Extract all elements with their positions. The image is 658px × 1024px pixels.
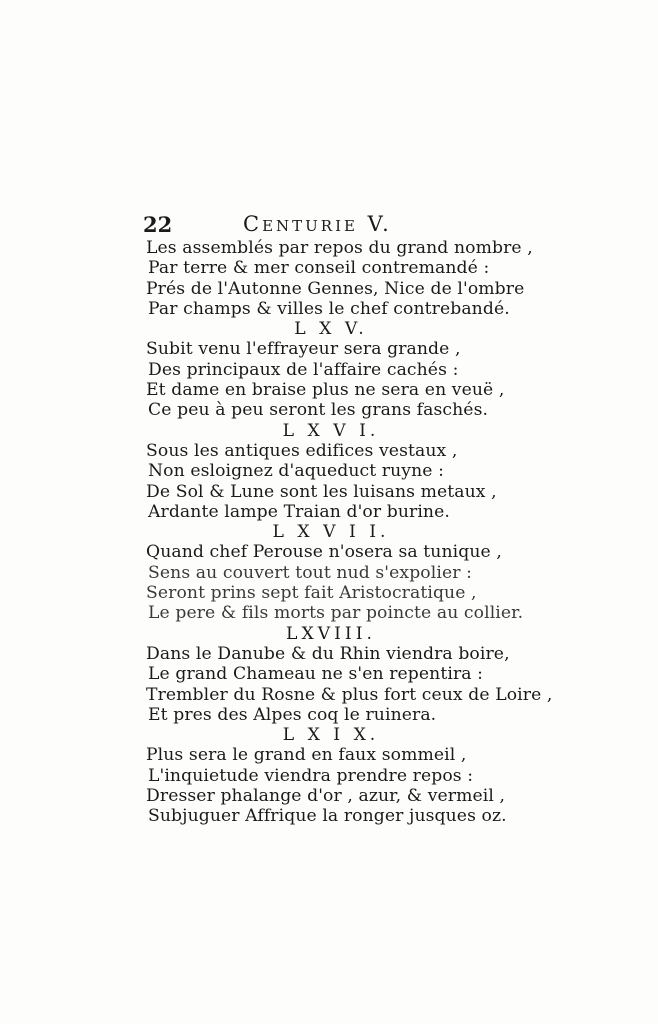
verse-line: Les assemblés par repos du grand nombre ,: [146, 238, 533, 258]
quatrain-67: [146, 522, 524, 624]
verse-line: Des principaux de l'affaire cachés :: [148, 359, 459, 380]
page-number: 22: [143, 212, 173, 237]
quatrain-65: [146, 319, 516, 420]
verse-line: Quand chef Perouse n'osera sa tunique ,: [146, 542, 502, 563]
verse-line: Seront prins sept fait Aristocratique ,: [146, 583, 477, 604]
verse-line: Ardante lampe Traian d'or burine.: [148, 501, 450, 522]
verse-line: Sous les antiques edifices vestaux ,: [146, 440, 458, 461]
quatrain-text: [146, 238, 553, 827]
verse-line: Ce peu à peu seront les grans faschés.: [148, 400, 489, 421]
verse-line: Sens au couvert tout nud s'expolier :: [148, 562, 472, 583]
quatrain-numeral: L X V I I.: [272, 522, 390, 543]
verse-line: Prés de l'Autonne Gennes, Nice de l'ombre: [146, 278, 525, 299]
quatrain-69: [146, 725, 516, 826]
verse-line: Le pere & fils morts par poincte au collier.: [148, 603, 524, 624]
verse-line: Le grand Chameau ne s'en repentira :: [148, 664, 484, 685]
quatrain-68: [146, 623, 553, 725]
quatrain-numeral: L X V.: [294, 319, 368, 340]
running-title: Centurie V.: [243, 212, 392, 236]
verse-line: Et pres des Alpes coq le ruinera.: [148, 704, 437, 725]
verse-line: Plus sera le grand en faux sommeil ,: [146, 745, 467, 766]
verse-line: Par champs & villes le chef contrebandé.: [148, 298, 510, 319]
verse-line: De Sol & Lune sont les luisans metaux ,: [146, 481, 497, 502]
verse-line: Subit venu l'effrayeur sera grande ,: [146, 339, 461, 360]
verse-line: Non esloignez d'aqueduct ruyne :: [148, 461, 444, 482]
quatrain-numeral: L X V I.: [282, 420, 380, 441]
quatrain-numeral: L X I X.: [282, 725, 380, 746]
quatrain-numeral: LXVIII.: [286, 623, 376, 644]
verse-line: Par terre & mer conseil contremandé :: [148, 258, 490, 279]
verse-line: Et dame en braise plus ne sera en veuë ,: [146, 380, 505, 401]
quatrain-64-end: [146, 238, 533, 319]
quatrain-66: [146, 421, 516, 522]
verse-line: Trembler du Rosne & plus fort ceux de Loire ,: [146, 684, 553, 705]
page-header: [143, 212, 473, 240]
verse-line: Subjuguer Affrique la ronger jusques oz.: [148, 806, 507, 827]
verse-line: L'inquietude viendra prendre repos :: [148, 765, 474, 786]
verse-line: Dresser phalange d'or , azur, & vermeil ,: [146, 786, 506, 807]
verse-line: Dans le Danube & du Rhin viendra boire,: [146, 643, 510, 664]
